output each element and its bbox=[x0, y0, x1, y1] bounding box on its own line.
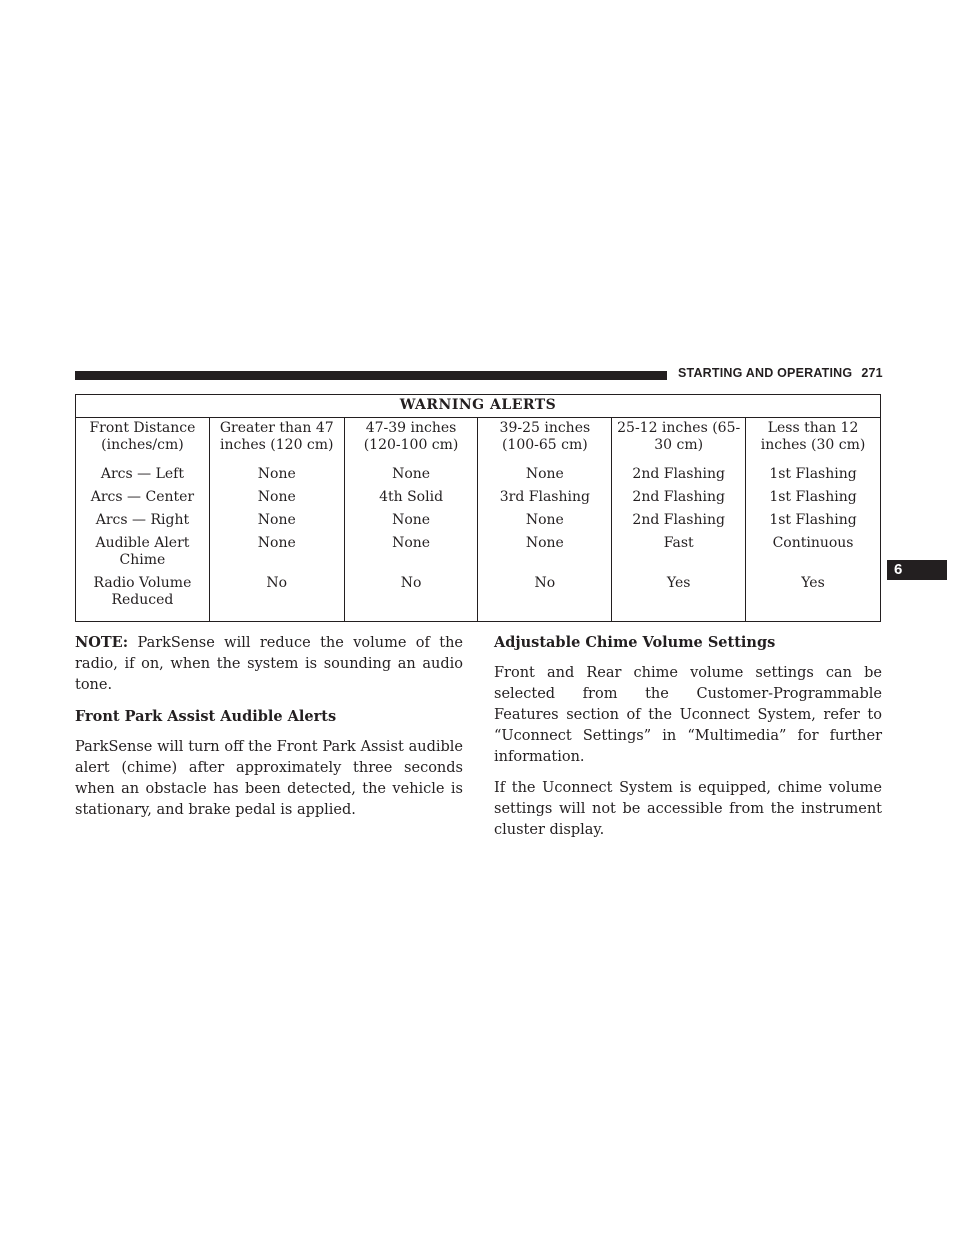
table-cell: None bbox=[478, 533, 612, 573]
warning-alerts-table bbox=[75, 394, 881, 622]
table-cell: None bbox=[478, 464, 612, 487]
table-cell: 47-39 inches (120-100 cm) bbox=[344, 418, 478, 465]
table-cell: 2nd Flashing bbox=[612, 464, 746, 487]
table-cell: 2nd Flashing bbox=[612, 487, 746, 510]
table-cell: Front Distance (inches/cm) bbox=[76, 418, 210, 465]
table-row bbox=[76, 464, 881, 487]
table-cell: Yes bbox=[746, 573, 881, 622]
table-cell: None bbox=[209, 533, 344, 573]
table-cell: 3rd Flashing bbox=[478, 487, 612, 510]
header-rule bbox=[75, 371, 667, 380]
table-cell: Audible Alert Chime bbox=[76, 533, 210, 573]
body-paragraph: Front and Rear chime volume settings can be selected from the Customer-Programmable Features section of the Uconnect System, refer to “Uconnect Settings” in “Multimedia” for further information. bbox=[494, 665, 882, 765]
table-cell: 1st Flashing bbox=[746, 510, 881, 533]
table-cell: 39-25 inches (100-65 cm) bbox=[478, 418, 612, 465]
table-cell: Greater than 47 inches (120 cm) bbox=[209, 418, 344, 465]
table-cell: Yes bbox=[612, 573, 746, 622]
note-text: ParkSense will reduce the volume of the radio, if on, when the system is sounding an audio tone. bbox=[75, 635, 463, 693]
table-cell: No bbox=[209, 573, 344, 622]
table-row bbox=[76, 533, 881, 573]
chapter-tab bbox=[887, 560, 947, 580]
table-cell: None bbox=[344, 510, 478, 533]
page-number: 271 bbox=[861, 366, 883, 380]
table-row bbox=[76, 418, 881, 465]
chapter-number: 6 bbox=[894, 561, 903, 578]
table-cell: None bbox=[478, 510, 612, 533]
body-paragraph: ParkSense will turn off the Front Park Assist audible alert (chime) after approximately three seconds when an obstacle has been detected, the vehicle is stationary, and brake pedal is applied. bbox=[75, 739, 463, 818]
table-cell: None bbox=[209, 510, 344, 533]
table-cell: 2nd Flashing bbox=[612, 510, 746, 533]
table-cell: Less than 12 inches (30 cm) bbox=[746, 418, 881, 465]
table-row bbox=[76, 573, 881, 622]
table-cell: Radio Volume Reduced bbox=[76, 573, 210, 622]
table-cell: 4th Solid bbox=[344, 487, 478, 510]
note-label: NOTE: bbox=[75, 634, 129, 651]
table-cell: No bbox=[478, 573, 612, 622]
section-heading: Front Park Assist Audible Alerts bbox=[75, 708, 337, 725]
table-cell: 25-12 inches (65-30 cm) bbox=[612, 418, 746, 465]
table-cell: None bbox=[344, 464, 478, 487]
table-cell: 1st Flashing bbox=[746, 487, 881, 510]
right-column bbox=[494, 632, 882, 851]
table-cell: Continuous bbox=[746, 533, 881, 573]
table-cell: Arcs — Left bbox=[76, 464, 210, 487]
table-title: WARNING ALERTS bbox=[76, 395, 881, 418]
table-cell: Arcs — Center bbox=[76, 487, 210, 510]
table-cell: No bbox=[344, 573, 478, 622]
table-cell: None bbox=[209, 464, 344, 487]
table-row bbox=[76, 510, 881, 533]
table-cell: Fast bbox=[612, 533, 746, 573]
body-paragraph: If the Uconnect System is equipped, chime volume settings will not be accessible from the instrument cluster display. bbox=[494, 780, 882, 838]
table-cell: None bbox=[344, 533, 478, 573]
left-column bbox=[75, 632, 463, 831]
table-row bbox=[76, 487, 881, 510]
table-cell: None bbox=[209, 487, 344, 510]
section-title: STARTING AND OPERATING bbox=[678, 366, 853, 380]
running-header bbox=[678, 366, 883, 380]
table-cell: Arcs — Right bbox=[76, 510, 210, 533]
section-heading: Adjustable Chime Volume Settings bbox=[494, 634, 776, 651]
note-paragraph bbox=[75, 632, 463, 696]
table-cell: 1st Flashing bbox=[746, 464, 881, 487]
